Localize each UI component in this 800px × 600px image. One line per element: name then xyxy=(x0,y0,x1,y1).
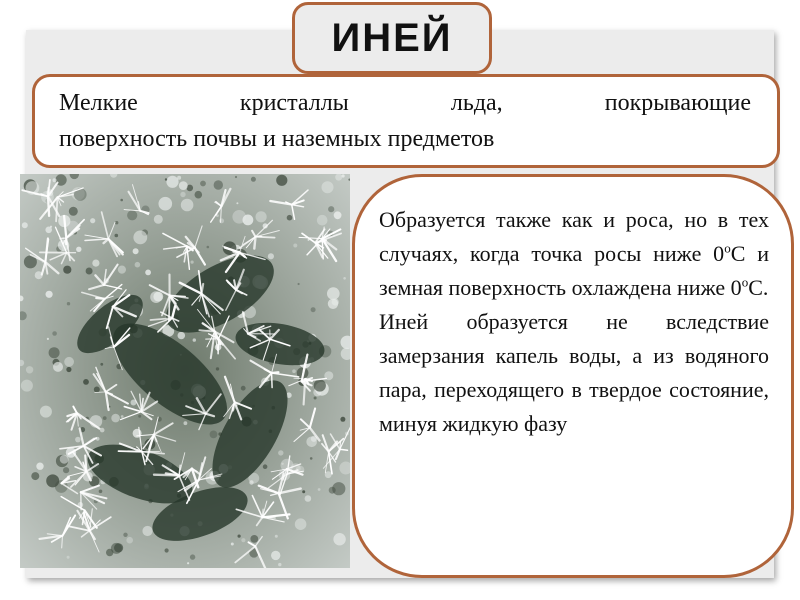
definition-line-2: поверхность почвы и наземных предметов xyxy=(59,126,495,152)
degree-mark: о xyxy=(724,240,731,256)
description-text: Образуется также как и роса, но в тех случаях, когда точка росы ниже 0 xyxy=(379,207,769,266)
description-text: С и земная поверхность охлаждена ниже 0 xyxy=(379,241,769,300)
definition-box xyxy=(32,74,780,168)
hoarfrost-photo xyxy=(20,174,350,568)
definition-line-1: Мелкие кристаллы льда, покрывающие xyxy=(59,90,751,116)
slide-title: ИНЕЙ xyxy=(331,15,453,60)
description-paragraph-1 xyxy=(379,203,769,305)
title-box xyxy=(292,2,492,74)
description-box xyxy=(352,174,794,578)
hoarfrost-image xyxy=(20,174,350,568)
degree-mark: о xyxy=(741,274,749,290)
description-text: С. xyxy=(748,275,769,300)
description-paragraph-2: Иней образуется не вследствие замерзания капель воды, а из водяного пара, переходящего в твердое состояние, минуя жидкую фазу xyxy=(379,309,769,436)
